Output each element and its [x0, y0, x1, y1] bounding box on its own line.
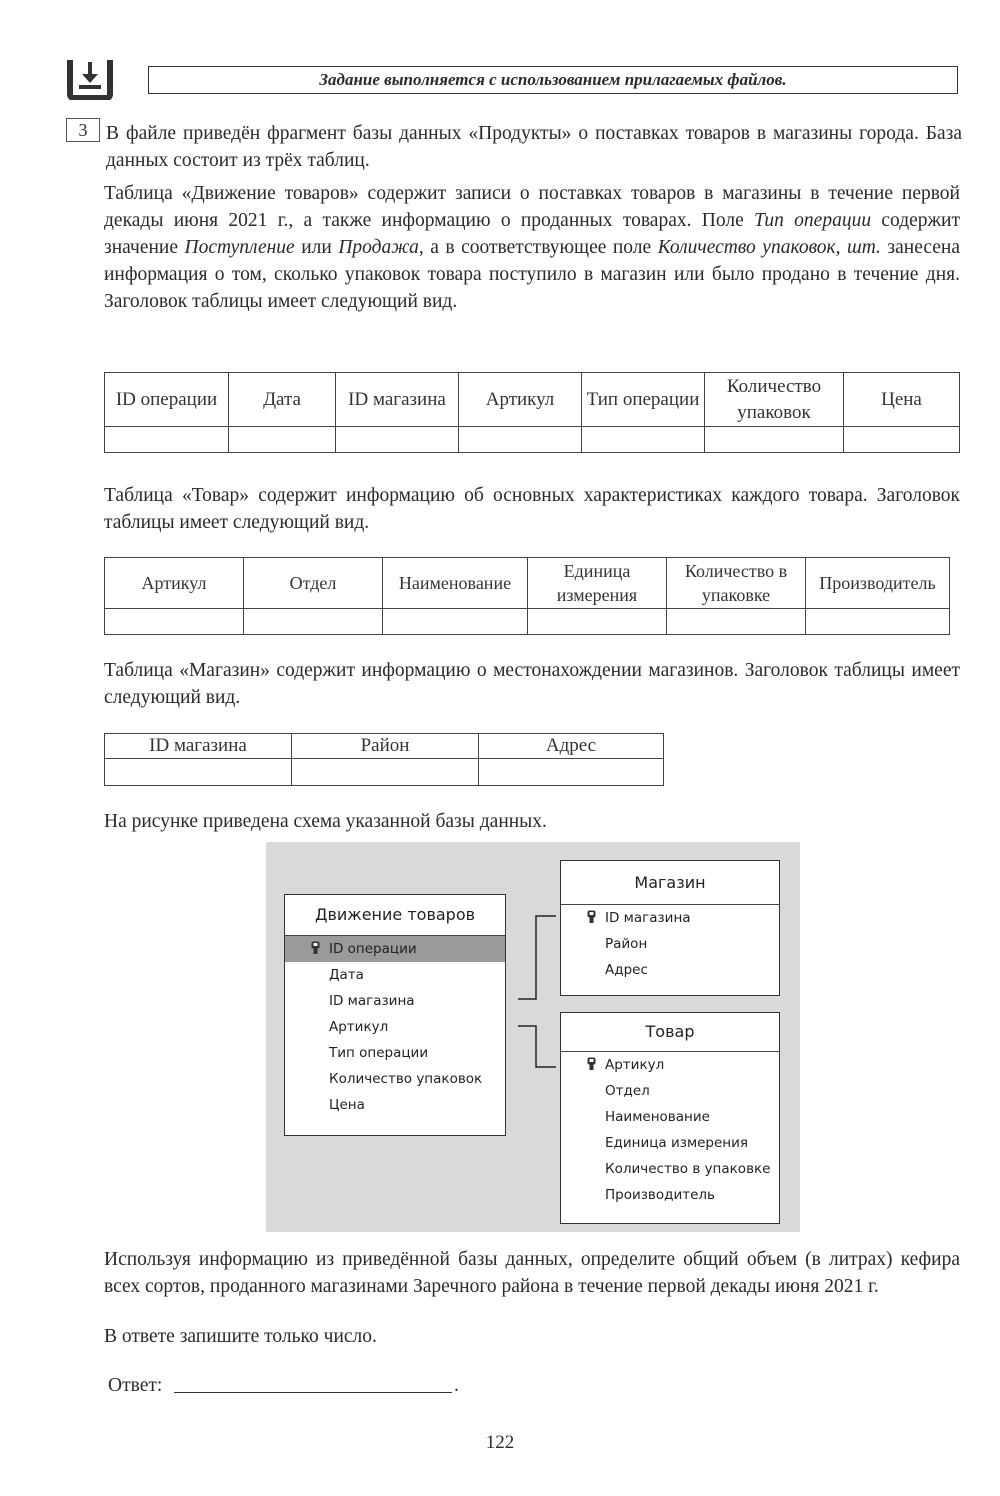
task-intro-text: В файле приведён фрагмент базы данных «Продукты» о поставках товаров в магазины города. База данных состоит из трёх таблиц. — [106, 123, 962, 171]
key-icon — [587, 1057, 596, 1071]
entity-product — [560, 1012, 780, 1224]
answer-field[interactable] — [174, 1370, 452, 1393]
header-cell: ID операции — [105, 373, 229, 427]
task-number: 3 — [66, 118, 100, 142]
entity-field: Артикул — [329, 1019, 389, 1035]
relation-product-line — [518, 1026, 556, 1067]
database-schema-diagram — [266, 842, 800, 1232]
header-cell: ID магазина — [105, 734, 292, 759]
entity-field: ID магазина — [329, 993, 415, 1009]
task-intro — [106, 120, 962, 174]
relation-shop-line — [518, 916, 556, 999]
header-cell: Единица измерения — [528, 558, 667, 609]
entity-shop — [560, 860, 780, 996]
header-cell: Район — [292, 734, 479, 759]
entity-field: Количество упаковок — [329, 1071, 483, 1087]
paragraph-product-table: Таблица «Товар» содержит информацию об основных характеристиках каждого товара. Заголовок таблицы имеет следующий вид. — [104, 485, 960, 533]
entity-field: Цена — [329, 1097, 365, 1113]
movement-table-header — [104, 372, 960, 453]
header-cell: Дата — [229, 373, 336, 427]
product-table-header — [104, 557, 950, 635]
entity-field: Адрес — [605, 962, 648, 978]
answer-label: Ответ: — [108, 1375, 163, 1396]
header-cell: Адрес — [479, 734, 664, 759]
header-cell: Артикул — [459, 373, 582, 427]
paragraph-shop-table: Таблица «Магазин» содержит информацию о местонахождении магазинов. Заголовок таблицы имеет следующий вид. — [104, 660, 960, 708]
entity-field: Производитель — [605, 1187, 716, 1203]
entity-field: Отдел — [605, 1083, 650, 1099]
header-cell: Количество в упаковке — [667, 558, 806, 609]
download-file-icon — [66, 56, 114, 100]
entity-title: Магазин — [561, 861, 779, 905]
entity-field-key: Артикул — [561, 1052, 779, 1078]
entity-field: Район — [605, 936, 648, 952]
entity-title: Движение товаров — [285, 895, 505, 936]
header-cell: ID магазина — [336, 373, 459, 427]
attached-files-notice: Задание выполняется с использованием прилагаемых файлов. — [148, 66, 958, 94]
shop-table-header — [104, 733, 664, 786]
header-cell: Количество упаковок — [705, 373, 844, 427]
entity-title: Товар — [561, 1013, 779, 1052]
header-cell: Производитель — [806, 558, 950, 609]
entity-field-key: ID магазина — [561, 905, 779, 931]
answer-instruction: В ответе запишите только число. — [104, 1326, 377, 1347]
page-number: 122 — [485, 1432, 515, 1453]
header-cell: Наименование — [383, 558, 528, 609]
paragraph-movement-table: Таблица «Движение товаров» содержит записи о поставках товаров в магазины в течение первой декады июня 2021 г., а также информацию о проданных товарах. Поле Тип операции содержит значение Поступление или Продажа, а в соответствующее поле Количество упаковок, шт. занесена информация о том, сколько упаковок товара поступило в магазин или было продано в течение дня. Заголовок таблицы имеет следующий вид. — [104, 183, 960, 312]
entity-field-key: ID операции — [285, 936, 505, 962]
entity-field: Тип операции — [329, 1045, 429, 1061]
header-cell: Тип операции — [582, 373, 705, 427]
answer-period: . — [454, 1375, 459, 1396]
question-text: Используя информацию из приведённой базы данных, определите общий объем (в литрах) кефира всех сортов, проданного магазинами Заречного района в течение первой декады июня 2021 г. — [104, 1249, 960, 1297]
paragraph-schema: На рисунке приведена схема указанной базы данных. — [104, 811, 547, 832]
header-cell: Артикул — [105, 558, 244, 609]
entity-field: Дата — [329, 967, 364, 983]
entity-field: Наименование — [605, 1109, 710, 1125]
key-icon — [311, 941, 320, 955]
entity-field: Количество в упаковке — [605, 1161, 771, 1177]
header-cell: Отдел — [244, 558, 383, 609]
entity-field: Единица измерения — [605, 1135, 749, 1151]
key-icon — [587, 910, 596, 924]
entity-movement — [284, 894, 506, 1136]
header-cell: Цена — [844, 373, 960, 427]
